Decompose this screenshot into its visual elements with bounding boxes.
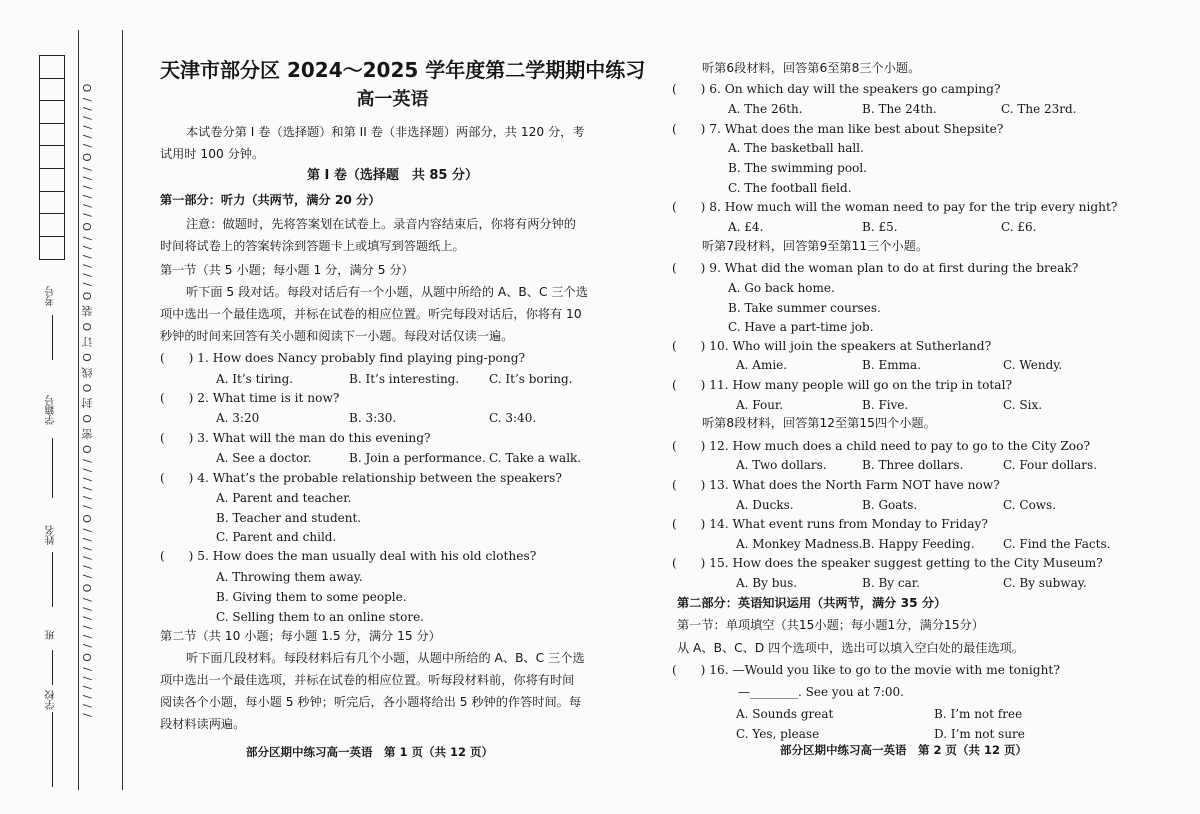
question-1 <box>160 350 525 366</box>
question-text: 7. What does the man like best about Shepsite? <box>709 122 1004 136</box>
option-b: B. Giving them to some people. <box>216 590 407 604</box>
section-1-directions: 秒钟的时间来回答有关小题和阅读下一小题。每段对话仅读一遍。 <box>160 329 514 343</box>
intro-text: 试用时 100 分钟。 <box>160 147 265 161</box>
option-c: C. The 23rd. <box>1001 102 1077 116</box>
question-3 <box>160 430 431 446</box>
seat-no-label: 学籍号 <box>46 395 57 425</box>
exam-number-grid <box>39 55 65 260</box>
seal-line-inner <box>122 30 123 790</box>
option-c: C. Yes, please <box>736 727 820 741</box>
option-c: C. Four dollars. <box>1003 458 1098 472</box>
question-text: 12. How much does a child need to pay to go to the City Zoo? <box>709 439 1091 453</box>
intro-text: 本试卷分第 I 卷（选择题）和第 II 卷（非选择题）两部分，共 120 分，考 <box>186 125 585 139</box>
question-text: 10. Who will join the speakers at Sutherland? <box>709 339 992 353</box>
seal-line-text: / / / / / / O / / / / / / O / / / / / / O / / / / / / O 密 O 封 O 线 O 订 O 装 O / / / / / / O / / / / / / O / / / / / / O <box>81 82 94 718</box>
question-6 <box>672 81 1001 97</box>
question-11 <box>672 377 1012 393</box>
option-b: B. Take summer courses. <box>728 301 881 315</box>
exam-number-cell[interactable] <box>40 56 64 79</box>
question-text: 6. On which day will the speakers go camping? <box>709 82 1001 96</box>
note-text: 时间将试卷上的答案转涂到答题卡上或填写到答题纸上。 <box>160 239 465 253</box>
question-2 <box>160 390 339 406</box>
option-d: D. I’m not sure <box>934 727 1025 741</box>
option-a: A. Sounds great <box>736 707 834 721</box>
part-2-heading: 第二部分：英语知识运用（共两节，满分 35 分） <box>677 596 947 610</box>
exam-number-cell[interactable] <box>40 169 64 192</box>
option-b: B. £5. <box>862 220 898 234</box>
part-1-heading: 第一部分：听力（共两节，满分 20 分） <box>160 193 381 207</box>
option-a: A. Ducks. <box>736 498 794 512</box>
option-a: A. See a doctor. <box>216 451 312 465</box>
question-text: 11. How many people will go on the trip in total? <box>709 378 1013 392</box>
answer-bracket[interactable]: ( ) <box>160 351 194 365</box>
material-7-heading: 听第7段材料，回答第9至第11三个小题。 <box>702 239 929 253</box>
exam-no-label: 考号 <box>46 286 57 306</box>
question-9 <box>672 260 1078 276</box>
option-b: B. I’m not free <box>934 707 1023 721</box>
question-text: 14. What event runs from Monday to Friday? <box>709 517 988 531</box>
name-label: 姓名 <box>46 525 57 545</box>
option-b: B. 3:30. <box>349 411 397 425</box>
option-a: A. It’s tiring. <box>216 372 294 386</box>
exam-number-cell[interactable] <box>40 124 64 147</box>
option-c: C. 3:40. <box>489 411 537 425</box>
answer-bracket[interactable]: ( ) <box>672 261 706 275</box>
option-a: A. £4. <box>728 220 764 234</box>
section-2-heading: 第二节（共 10 小题；每小题 1.5 分，满分 15 分） <box>160 629 441 643</box>
answer-bracket[interactable]: ( ) <box>672 378 706 392</box>
option-a: A. Go back home. <box>728 281 835 295</box>
option-a: A. Monkey Madness. <box>736 537 863 551</box>
question-text: 5. How does the man usually deal with his old clothes? <box>197 549 537 563</box>
exam-number-cell[interactable] <box>40 101 64 124</box>
option-b: B. It’s interesting. <box>349 372 460 386</box>
exam-number-cell[interactable] <box>40 192 64 215</box>
option-a: A. The basketball hall. <box>728 141 864 155</box>
option-c: C. Find the Facts. <box>1003 537 1111 551</box>
question-text: 2. What time is it now? <box>197 391 340 405</box>
section-1-heading: 第一节（共 5 小题；每小题 1 分，满分 5 分） <box>160 263 414 277</box>
volume-1-heading: 第 I 卷（选择题 共 85 分） <box>306 168 479 183</box>
seat-no-blank[interactable] <box>52 438 53 498</box>
answer-bracket[interactable]: ( ) <box>672 82 706 96</box>
answer-bracket[interactable]: ( ) <box>672 517 706 531</box>
option-b: B. Goats. <box>862 498 918 512</box>
question-16-reply: —________. See you at 7:00. <box>738 685 904 699</box>
question-14 <box>672 516 988 532</box>
option-b: B. Emma. <box>862 358 921 372</box>
option-c: C. Wendy. <box>1003 358 1063 372</box>
answer-bracket[interactable]: ( ) <box>672 663 706 677</box>
question-10 <box>672 338 991 354</box>
class-label: 班 <box>46 630 57 640</box>
question-13 <box>672 477 1000 493</box>
answer-bracket[interactable]: ( ) <box>160 549 194 563</box>
answer-bracket[interactable]: ( ) <box>672 339 706 353</box>
exam-title: 天津市部分区 2024～2025 学年度第二学期期中练习 <box>160 58 646 82</box>
question-7 <box>672 121 1003 137</box>
answer-bracket[interactable]: ( ) <box>160 391 194 405</box>
answer-bracket[interactable]: ( ) <box>672 556 706 570</box>
question-16 <box>672 662 1060 678</box>
option-a: A. Four. <box>736 398 784 412</box>
school-label: 学校 <box>46 690 57 710</box>
page-footer: 部分区期中练习高一英语 第 1 页（共 12 页） <box>246 745 494 759</box>
note-text: 注意：做题时，先将答案划在试卷上。录音内容结束后，你将有两分钟的 <box>186 217 576 231</box>
question-4 <box>160 470 562 486</box>
question-text: 9. What did the woman plan to do at first during the break? <box>709 261 1079 275</box>
answer-bracket[interactable]: ( ) <box>160 471 194 485</box>
answer-bracket[interactable]: ( ) <box>160 431 194 445</box>
binding-margin <box>0 0 135 814</box>
option-c: C. By subway. <box>1003 576 1087 590</box>
exam-number-cell[interactable] <box>40 214 64 237</box>
page-2 <box>672 0 1118 814</box>
option-a: A. By bus. <box>736 576 798 590</box>
option-c: C. Parent and child. <box>216 530 337 544</box>
question-text: 4. What’s the probable relationship between the speakers? <box>197 471 562 485</box>
option-c: C. Take a walk. <box>489 451 582 465</box>
school-blank[interactable] <box>52 712 53 787</box>
option-c: C. Six. <box>1003 398 1043 412</box>
option-c: C. It’s boring. <box>489 372 573 386</box>
option-a: A. Throwing them away. <box>216 570 363 584</box>
name-blank[interactable] <box>52 552 53 607</box>
question-12 <box>672 438 1090 454</box>
option-a: A. Parent and teacher. <box>216 491 352 505</box>
answer-bracket[interactable]: ( ) <box>672 200 706 214</box>
option-a: A. Amie. <box>736 358 788 372</box>
question-text: 15. How does the speaker suggest getting to the City Museum? <box>709 556 1103 570</box>
option-c: C. Selling them to an online store. <box>216 610 424 624</box>
section-1-directions: 听下面 5 段对话。每段对话后有一个小题，从题中所给的 A、B、C 三个选 <box>186 285 588 299</box>
section-1-directions: 项中选出一个最佳选项，并标在试卷的相应位置。听完每段对话后，你将有 10 <box>160 307 582 321</box>
question-text: 1. How does Nancy probably find playing ping-pong? <box>197 351 526 365</box>
question-8 <box>672 199 1117 215</box>
option-a: A. The 26th. <box>728 102 803 116</box>
answer-bracket[interactable]: ( ) <box>672 439 706 453</box>
option-b: B. Join a performance. <box>349 451 486 465</box>
question-5 <box>160 548 536 564</box>
page-1 <box>160 0 646 814</box>
question-text: 13. What does the North Farm NOT have now? <box>709 478 1000 492</box>
option-b: B. Happy Feeding. <box>862 537 975 551</box>
class-blank[interactable] <box>52 650 53 685</box>
option-c: C. £6. <box>1001 220 1037 234</box>
section-2-directions: 听下面几段材料。每段材料后有几个小题，从题中所给的 A、B、C 三个选 <box>186 651 585 665</box>
exam-number-cell[interactable] <box>40 237 64 260</box>
option-a: A. 3:20 <box>216 411 260 425</box>
option-b: B. Three dollars. <box>862 458 964 472</box>
question-text: 16. —Would you like to go to the movie with me tonight? <box>709 663 1060 677</box>
part-2-section-1-directions: 从 A、B、C、D 四个选项中，选出可以填入空白处的最佳选项。 <box>677 641 1025 655</box>
option-b: B. The swimming pool. <box>728 161 867 175</box>
material-6-heading: 听第6段材料，回答第6至第8三个小题。 <box>702 61 921 75</box>
seal-line-outer <box>78 30 79 790</box>
section-2-directions: 阅读各个小题，每小题 5 秒钟；听完后，各小题将给出 5 秒钟的作答时间。每 <box>160 695 582 709</box>
question-text: 8. How much will the woman need to pay for the trip every night? <box>709 200 1118 214</box>
option-c: C. The football field. <box>728 181 852 195</box>
question-text: 3. What will the man do this evening? <box>197 431 431 445</box>
option-b: B. By car. <box>862 576 920 590</box>
question-15 <box>672 555 1103 571</box>
exam-no-blank[interactable] <box>52 315 53 360</box>
option-b: B. Five. <box>862 398 909 412</box>
option-b: B. The 24th. <box>862 102 937 116</box>
exam-subject: 高一英语 <box>356 89 429 110</box>
material-8-heading: 听第8段材料，回答第12至第15四个小题。 <box>702 416 936 430</box>
answer-bracket[interactable]: ( ) <box>672 478 706 492</box>
exam-number-cell[interactable] <box>40 79 64 102</box>
exam-number-cell[interactable] <box>40 146 64 169</box>
option-c: C. Have a part-time job. <box>728 320 874 334</box>
section-2-directions: 项中选出一个最佳选项，并标在试卷的相应位置。听每段材料前，你将有时间 <box>160 673 575 687</box>
page-footer: 部分区期中练习高一英语 第 2 页（共 12 页） <box>780 743 1028 757</box>
answer-bracket[interactable]: ( ) <box>672 122 706 136</box>
option-b: B. Teacher and student. <box>216 511 362 525</box>
option-a: A. Two dollars. <box>736 458 827 472</box>
section-2-directions: 段材料读两遍。 <box>160 717 246 731</box>
option-c: C. Cows. <box>1003 498 1057 512</box>
part-2-section-1-heading: 第一节：单项填空（共15小题；每小题1分，满分15分） <box>677 618 984 632</box>
